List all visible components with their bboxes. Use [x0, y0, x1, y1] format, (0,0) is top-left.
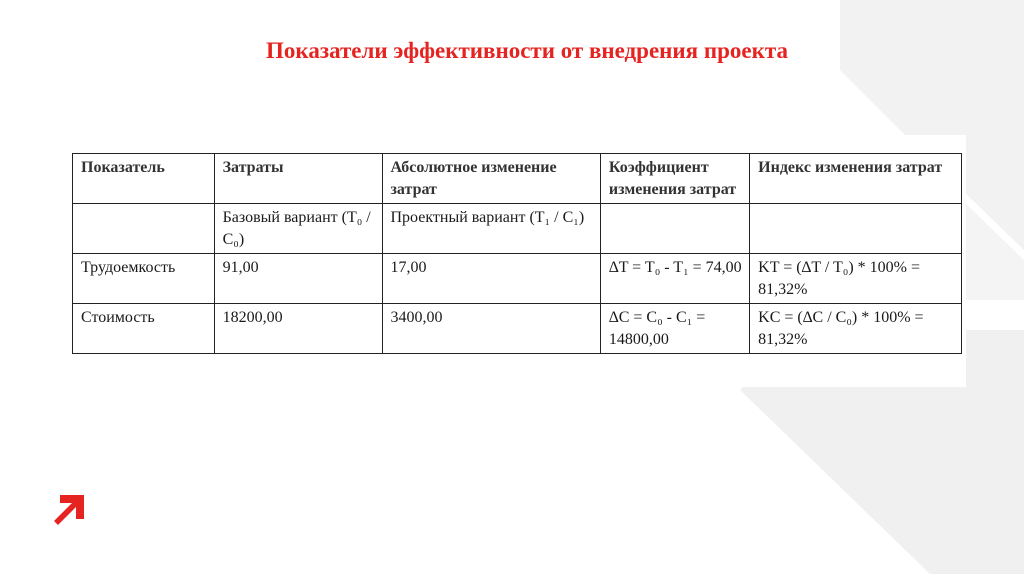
slide-title: Показатели эффективности от внедрения проекта	[266, 38, 788, 63]
table-cell: 18200,00	[214, 304, 382, 354]
table-row	[73, 304, 962, 354]
subheader-cell-project-variant: Проектный вариант (T₁ / C₁)	[382, 204, 600, 254]
table-cell: KT = (∆T / T₀) * 100% = 81,32%	[750, 254, 962, 304]
header-cell-coefficient: Коэффициент изменения затрат	[600, 154, 749, 204]
header-cell-costs: Затраты	[214, 154, 382, 204]
table-cell: 3400,00	[382, 304, 600, 354]
subheader-cell-empty-1	[73, 204, 215, 254]
table-cell: Стоимость	[73, 304, 215, 354]
table-cell: ∆T = T₀ - T₁ = 74,00	[600, 254, 749, 304]
table-header-row	[73, 154, 962, 204]
table-cell: KC = (∆C / C₀) * 100% = 81,32%	[750, 304, 962, 354]
subheader-cell-base-variant: Базовый вариант (T₀ / C₀)	[214, 204, 382, 254]
table-subheader-row	[73, 204, 962, 254]
table-cell: ∆C = C₀ - C₁ = 14800,00	[600, 304, 749, 354]
efficiency-table	[72, 153, 962, 354]
table-cell: Трудоемкость	[73, 254, 215, 304]
table-row	[73, 254, 962, 304]
header-cell-indicator: Показатель	[73, 154, 215, 204]
table-cell: 91,00	[214, 254, 382, 304]
table-cell: 17,00	[382, 254, 600, 304]
header-cell-absolute-change: Абсолютное изменение затрат	[382, 154, 600, 204]
arrow-up-right-icon	[52, 495, 84, 527]
subheader-cell-empty-5	[750, 204, 962, 254]
subheader-cell-empty-4	[600, 204, 749, 254]
header-cell-index: Индекс изменения затрат	[750, 154, 962, 204]
